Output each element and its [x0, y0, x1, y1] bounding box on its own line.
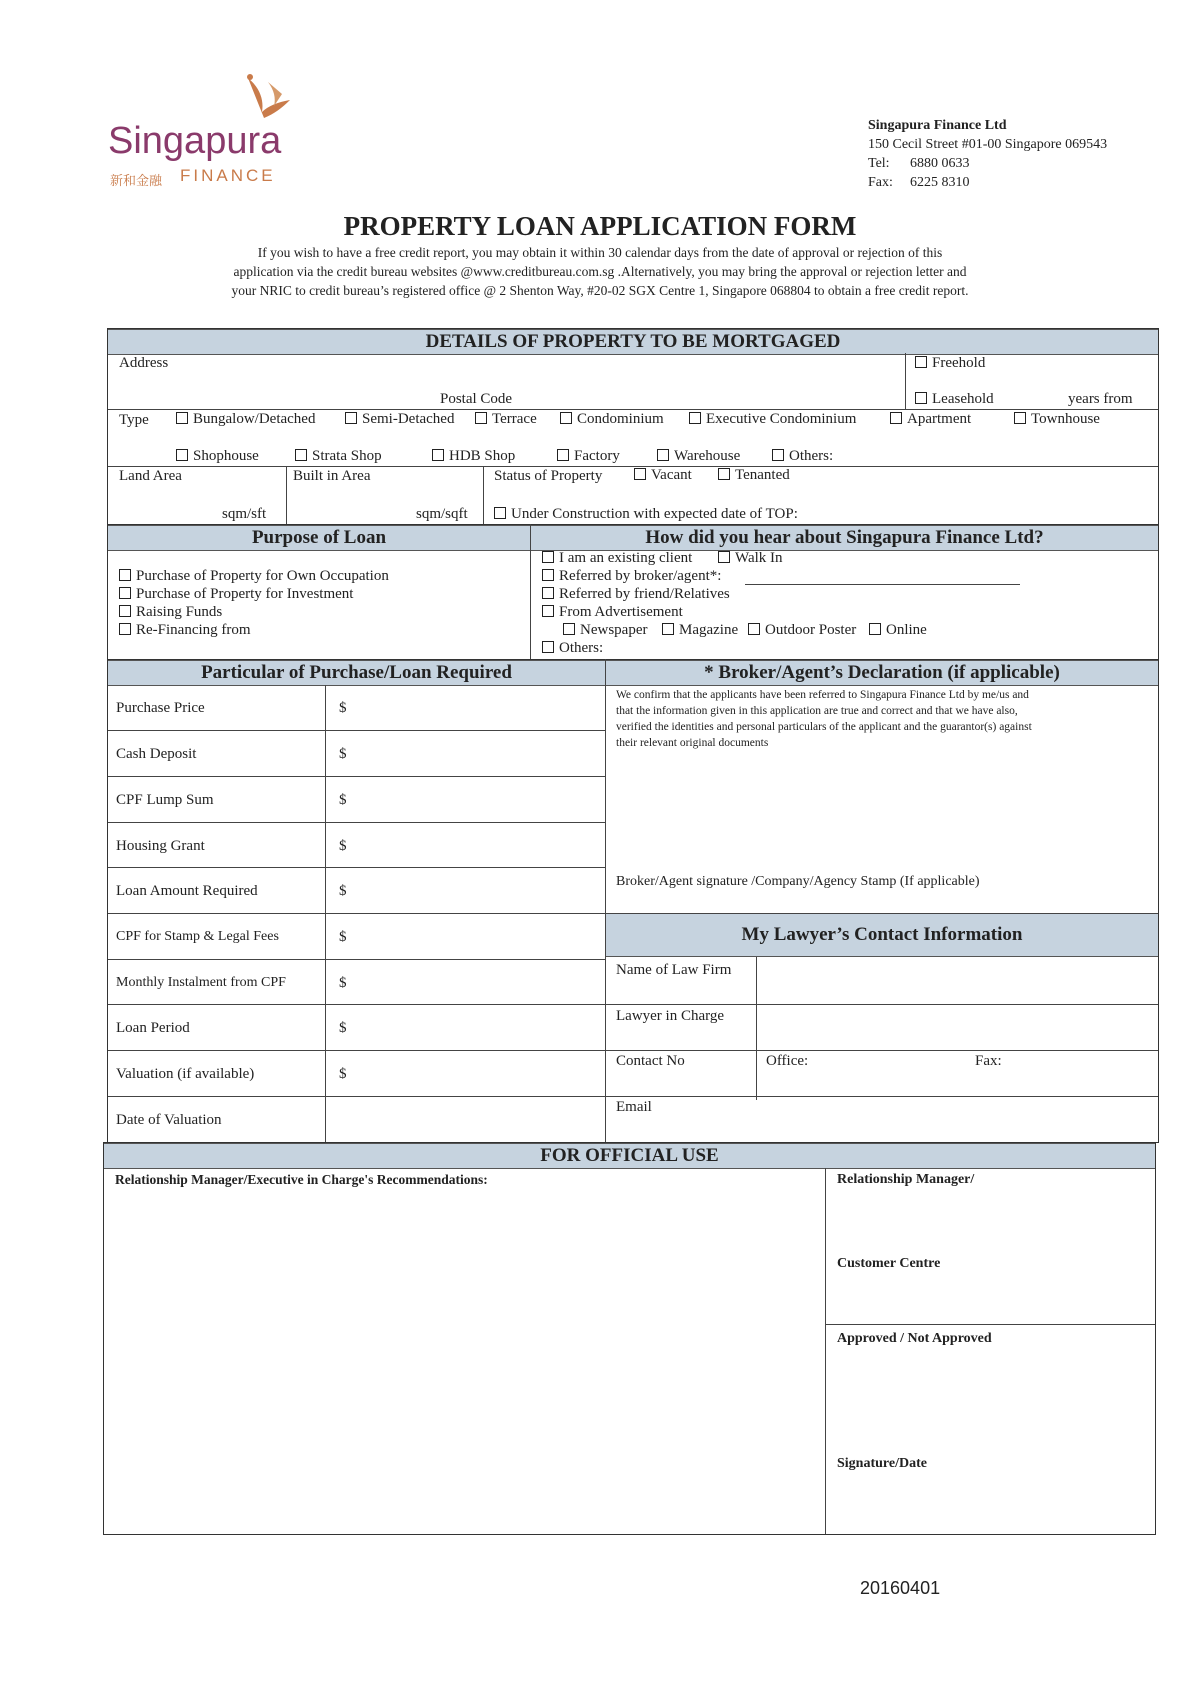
cpf-lump-sum-input[interactable]: $: [339, 792, 347, 808]
lawyer-in-charge-label: Lawyer in Charge: [616, 1008, 725, 1024]
row-date-of-valuation: Date of Valuation: [116, 1112, 222, 1128]
type-others[interactable]: Others:: [772, 448, 833, 465]
address-label: Address: [119, 355, 169, 371]
broker-name-line[interactable]: [745, 584, 1020, 585]
land-area-label: Land Area: [119, 468, 182, 484]
monthly-instalment-input[interactable]: $: [339, 975, 347, 991]
intro-line: application via the credit bureau websites @www.creditbureau.com.sg .Alternatively, you may bring the approval or rejection letter and: [233, 264, 967, 279]
row-loan-period: Loan Period: [116, 1020, 190, 1036]
row-cash-deposit: Cash Deposit: [116, 746, 197, 762]
customer-centre-label: Customer Centre: [837, 1256, 941, 1271]
row-cpf-lump-sum: CPF Lump Sum: [116, 792, 214, 808]
type-executive-condominium[interactable]: Executive Condominium: [689, 411, 856, 428]
recommendation-area[interactable]: [110, 1195, 818, 1525]
built-in-area-label: Built in Area: [293, 468, 371, 484]
signature-date-label: Signature/Date: [837, 1456, 927, 1471]
intro-line: If you wish to have a free credit report, you may obtain it within 30 calendar days from the date of approval or rejection of this: [257, 245, 943, 260]
row-cpf-stamp-legal: CPF for Stamp & Legal Fees: [116, 929, 279, 944]
type-apartment[interactable]: Apartment: [890, 411, 971, 428]
broker-decl-line: verified the identities and personal particulars of the applicant and the guarantor(s) against: [616, 721, 1032, 733]
broker-signature-label: Broker/Agent signature /Company/Agency Stamp (If applicable): [616, 874, 980, 889]
media-newspaper[interactable]: Newspaper: [563, 622, 647, 639]
row-housing-grant: Housing Grant: [116, 838, 205, 854]
company-tel-label: Tel:: [868, 156, 890, 171]
loan-period-input[interactable]: $: [339, 1020, 347, 1036]
broker-decl-line: We confirm that the applicants have been referred to Singapura Finance Ltd by me/us and: [616, 689, 1029, 701]
page-title: PROPERTY LOAN APPLICATION FORM: [343, 211, 857, 241]
media-magazine[interactable]: Magazine: [662, 622, 738, 639]
particulars-header: Particular of Purchase/Loan Required: [108, 660, 605, 686]
hear-others[interactable]: Others:: [542, 640, 603, 657]
company-address: 150 Cecil Street #01-00 Singapore 069543: [868, 137, 1108, 152]
housing-grant-input[interactable]: $: [339, 838, 347, 854]
type-strata-shop[interactable]: Strata Shop: [295, 448, 382, 465]
broker-signature-area[interactable]: [610, 755, 1150, 867]
email-input[interactable]: [680, 1098, 1154, 1138]
leasehold-checkbox[interactable]: Leasehold: [915, 391, 994, 408]
law-firm-label: Name of Law Firm: [616, 962, 732, 978]
cash-deposit-input[interactable]: $: [339, 746, 347, 762]
cpf-stamp-legal-input[interactable]: $: [339, 929, 347, 945]
type-semi-detached[interactable]: Semi-Detached: [345, 411, 454, 428]
date-of-valuation-input[interactable]: [330, 1100, 600, 1138]
company-name: Singapura Finance Ltd: [868, 118, 1007, 133]
valuation-input[interactable]: $: [339, 1066, 347, 1082]
type-label: Type: [119, 412, 149, 428]
purchase-price-input[interactable]: $: [339, 700, 347, 716]
purpose-refinancing[interactable]: Re-Financing from: [119, 622, 251, 639]
company-tel: 6880 0633: [910, 156, 970, 171]
purpose-own-occupation[interactable]: Purchase of Property for Own Occupation: [119, 568, 389, 585]
purpose-raising-funds[interactable]: Raising Funds: [119, 604, 222, 621]
broker-decl-line: their relevant original documents: [616, 737, 769, 749]
hear-advertisement[interactable]: From Advertisement: [542, 604, 683, 621]
law-firm-input[interactable]: [760, 960, 1154, 1000]
years-from-label: years from: [1068, 391, 1133, 407]
purpose-header: Purpose of Loan: [108, 525, 530, 551]
type-bungalow[interactable]: Bungalow/Detached: [176, 411, 315, 428]
hear-walk-in[interactable]: Walk In: [718, 550, 783, 567]
type-factory[interactable]: Factory: [557, 448, 620, 465]
approval-label[interactable]: Approved / Not Approved: [837, 1331, 992, 1346]
postal-code-label: Postal Code: [440, 391, 513, 407]
hear-broker[interactable]: Referred by broker/agent*:: [542, 568, 721, 585]
purpose-investment[interactable]: Purchase of Property for Investment: [119, 586, 353, 603]
email-label: Email: [616, 1099, 652, 1115]
hear-existing-client[interactable]: I am an existing client: [542, 550, 692, 567]
status-tenanted[interactable]: Tenanted: [718, 467, 790, 484]
type-terrace[interactable]: Terrace: [475, 411, 537, 428]
media-online[interactable]: Online: [869, 622, 927, 639]
type-warehouse[interactable]: Warehouse: [657, 448, 740, 465]
status-label: Status of Property: [494, 468, 603, 484]
logo-sub: FINANCE: [180, 166, 276, 185]
rm-label: Relationship Manager/: [837, 1172, 975, 1187]
row-monthly-instalment: Monthly Instalment from CPF: [116, 975, 286, 990]
lawyer-in-charge-input[interactable]: [760, 1006, 1154, 1046]
property-header: DETAILS OF PROPERTY TO BE MORTGAGED: [108, 329, 1158, 355]
broker-decl-header: * Broker/Agent’s Declaration (if applicable): [606, 660, 1158, 686]
status-vacant[interactable]: Vacant: [634, 467, 692, 484]
contact-no-label: Contact No: [616, 1053, 685, 1069]
hear-header: How did you hear about Singapura Finance Ltd?: [531, 525, 1158, 551]
recommendation-label: Relationship Manager/Executive in Charge's Recommendations:: [115, 1172, 488, 1187]
fax-label: Fax:: [975, 1053, 1002, 1069]
type-shophouse[interactable]: Shophouse: [176, 448, 259, 465]
type-condominium[interactable]: Condominium: [560, 411, 664, 428]
row-purchase-price: Purchase Price: [116, 700, 205, 716]
freehold-checkbox[interactable]: Freehold: [915, 355, 985, 372]
row-valuation: Valuation (if available): [116, 1066, 255, 1082]
logo-chinese: 新和金融: [110, 174, 163, 189]
lawyer-header: My Lawyer’s Contact Information: [606, 914, 1158, 957]
company-fax-label: Fax:: [868, 175, 893, 190]
logo-brand: Singapura: [108, 120, 282, 162]
office-label: Office:: [766, 1053, 809, 1069]
hear-friend[interactable]: Referred by friend/Relatives: [542, 586, 730, 603]
type-townhouse[interactable]: Townhouse: [1014, 411, 1100, 428]
media-outdoor-poster[interactable]: Outdoor Poster: [748, 622, 856, 639]
official-header: FOR OFFICIAL USE: [104, 1143, 1155, 1169]
row-loan-amount: Loan Amount Required: [116, 883, 258, 899]
intro-line: your NRIC to credit bureau’s registered office @ 2 Shenton Way, #20-02 SGX Centre 1, Singapore 068804 to obtain a free credit report.: [231, 283, 969, 298]
loan-amount-input[interactable]: $: [339, 883, 347, 899]
company-fax: 6225 8310: [910, 175, 970, 190]
status-under-construction[interactable]: Under Construction with expected date of TOP:: [494, 506, 798, 523]
broker-decl-line: that the information given in this application are true and correct and that we have also,: [616, 705, 1018, 717]
form-code: 20160401: [860, 1578, 941, 1598]
built-in-area-unit: sqm/sqft: [416, 506, 468, 522]
land-area-unit: sqm/sft: [222, 506, 267, 522]
type-hdb-shop[interactable]: HDB Shop: [432, 448, 515, 465]
